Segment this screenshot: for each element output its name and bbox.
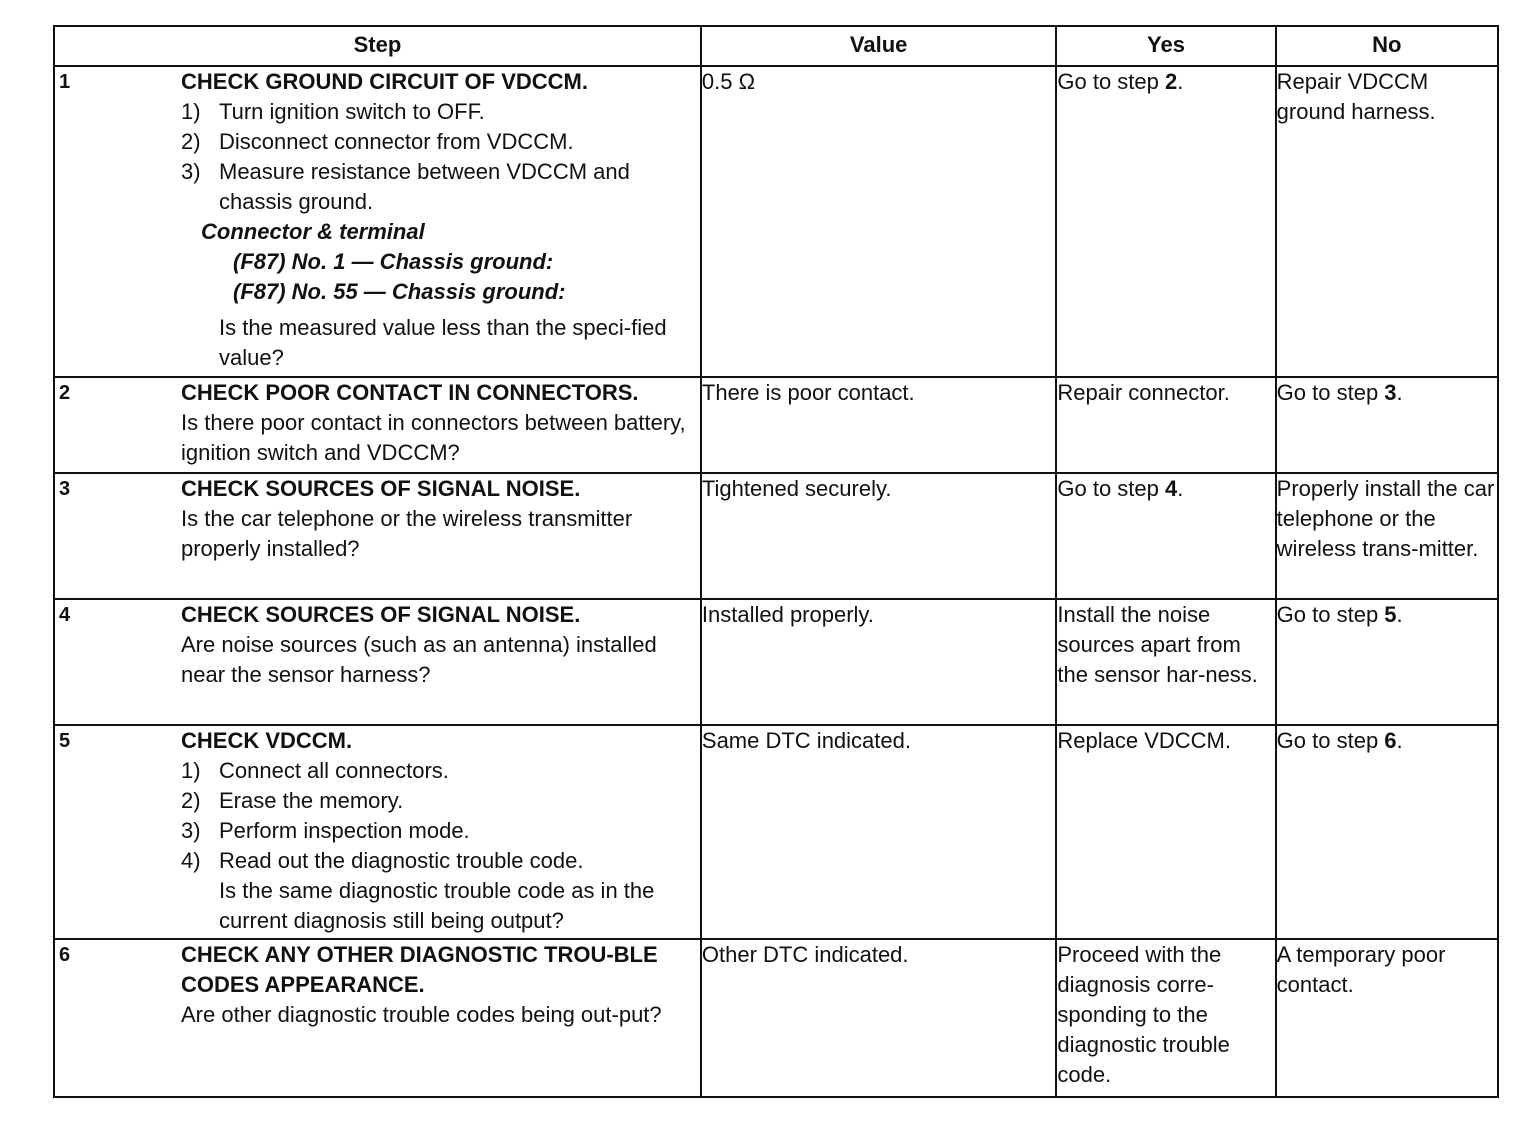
substep-number: 2) xyxy=(181,129,201,154)
no-suffix: . xyxy=(1396,602,1403,627)
substep-text: Perform inspection mode. xyxy=(219,818,470,843)
yes-text: Go to step xyxy=(1057,69,1165,94)
step-question: Is the measured value less than the speci-fied value? xyxy=(219,315,667,370)
step-cell xyxy=(54,66,701,377)
step-cell xyxy=(54,377,701,473)
yes-cell: Install the noise sources apart from the sensor har-ness. xyxy=(1056,599,1275,725)
substep-text: Turn ignition switch to OFF. xyxy=(219,99,485,124)
value-cell: Same DTC indicated. xyxy=(701,725,1056,939)
step-question: Are other diagnostic trouble codes being out-put? xyxy=(181,1002,662,1027)
table-row xyxy=(54,66,1498,377)
header-step: Step xyxy=(54,26,701,66)
step-number: 1 xyxy=(59,71,71,93)
step-cell xyxy=(54,599,701,725)
substep-number: 2) xyxy=(181,788,201,813)
no-step-number: 6 xyxy=(1384,728,1397,753)
substep xyxy=(181,157,696,217)
table-row xyxy=(54,939,1498,1097)
step-cell xyxy=(54,725,701,939)
yes-cell xyxy=(1056,473,1275,599)
substep-text: Disconnect connector from VDCCM. xyxy=(219,129,574,154)
no-text: Go to step xyxy=(1276,602,1385,627)
yes-step-number: 2 xyxy=(1165,69,1178,94)
no-cell: A temporary poor contact. xyxy=(1276,939,1498,1097)
step-number: 5 xyxy=(59,730,71,752)
yes-cell: Proceed with the diagnosis corre-sponding to the diagnostic trouble code. xyxy=(1056,939,1275,1097)
header-value: Value xyxy=(701,26,1056,66)
header-row xyxy=(54,26,1498,66)
step-number: 6 xyxy=(59,944,71,966)
no-step-number: 5 xyxy=(1384,602,1397,627)
step-question: Is the car telephone or the wireless transmitter properly installed? xyxy=(181,506,633,561)
step-number: 2 xyxy=(59,382,71,404)
step-cell xyxy=(54,939,701,1097)
substep-number: 1) xyxy=(181,758,201,783)
no-cell xyxy=(1276,725,1498,939)
substep xyxy=(181,97,696,127)
yes-step-number: 4 xyxy=(1165,476,1178,501)
step-question: Are noise sources (such as an antenna) installed near the sensor harness? xyxy=(181,632,657,687)
substep-text: Erase the memory. xyxy=(219,788,404,813)
yes-cell: Repair connector. xyxy=(1056,377,1275,473)
step-question: Is there poor contact in connectors between battery, ignition switch and VDCCM? xyxy=(181,410,686,465)
substep xyxy=(181,786,696,816)
step-cell xyxy=(54,473,701,599)
step-title: CHECK SOURCES OF SIGNAL NOISE. xyxy=(181,476,581,501)
no-suffix: . xyxy=(1396,380,1403,405)
yes-suffix: . xyxy=(1177,69,1184,94)
value-cell: 0.5 Ω xyxy=(701,66,1056,377)
connector-line: (F87) No. 55 — Chassis ground: xyxy=(233,279,566,304)
no-suffix: . xyxy=(1396,728,1403,753)
no-text: Go to step xyxy=(1276,380,1385,405)
diagnostic-table xyxy=(53,25,1499,1098)
substep-text: Connect all connectors. xyxy=(219,758,449,783)
substep xyxy=(181,816,696,846)
step-number: 4 xyxy=(59,604,71,626)
step-title: CHECK SOURCES OF SIGNAL NOISE. xyxy=(181,602,581,627)
value-cell: Tightened securely. xyxy=(701,473,1056,599)
no-cell: Properly install the car telephone or the wireless trans-mitter. xyxy=(1276,473,1498,599)
table-row xyxy=(54,599,1498,725)
no-cell xyxy=(1276,377,1498,473)
table-row xyxy=(54,473,1498,599)
header-no: No xyxy=(1276,26,1498,66)
step-title: CHECK VDCCM. xyxy=(181,728,353,753)
substep xyxy=(181,756,696,786)
yes-suffix: . xyxy=(1177,476,1184,501)
value-cell: Other DTC indicated. xyxy=(701,939,1056,1097)
yes-cell xyxy=(1056,66,1275,377)
substep-number: 4) xyxy=(181,848,201,873)
no-cell xyxy=(1276,599,1498,725)
substep-text: Measure resistance between VDCCM and chassis ground. xyxy=(219,159,630,214)
substep-number: 3) xyxy=(181,159,201,184)
step-title: CHECK POOR CONTACT IN CONNECTORS. xyxy=(181,380,639,405)
header-yes: Yes xyxy=(1056,26,1275,66)
connector-title: Connector & terminal xyxy=(201,219,425,244)
no-text: Go to step xyxy=(1276,728,1385,753)
table-row xyxy=(54,725,1498,939)
value-cell: Installed properly. xyxy=(701,599,1056,725)
value-cell: There is poor contact. xyxy=(701,377,1056,473)
no-cell: Repair VDCCM ground harness. xyxy=(1276,66,1498,377)
substep-text: Read out the diagnostic trouble code. xyxy=(219,848,584,873)
substep-number: 3) xyxy=(181,818,201,843)
no-step-number: 3 xyxy=(1384,380,1397,405)
substep xyxy=(181,846,696,876)
step-number: 3 xyxy=(59,478,71,500)
substep-number: 1) xyxy=(181,99,201,124)
yes-cell: Replace VDCCM. xyxy=(1056,725,1275,939)
step-question: Is the same diagnostic trouble code as in the current diagnosis still being output? xyxy=(219,878,655,933)
step-title: CHECK GROUND CIRCUIT OF VDCCM. xyxy=(181,69,588,94)
step-title: CHECK ANY OTHER DIAGNOSTIC TROU-BLE CODES APPEARANCE. xyxy=(181,942,658,997)
substep xyxy=(181,127,696,157)
table-row xyxy=(54,377,1498,473)
connector-line: (F87) No. 1 — Chassis ground: xyxy=(233,249,554,274)
yes-text: Go to step xyxy=(1057,476,1165,501)
